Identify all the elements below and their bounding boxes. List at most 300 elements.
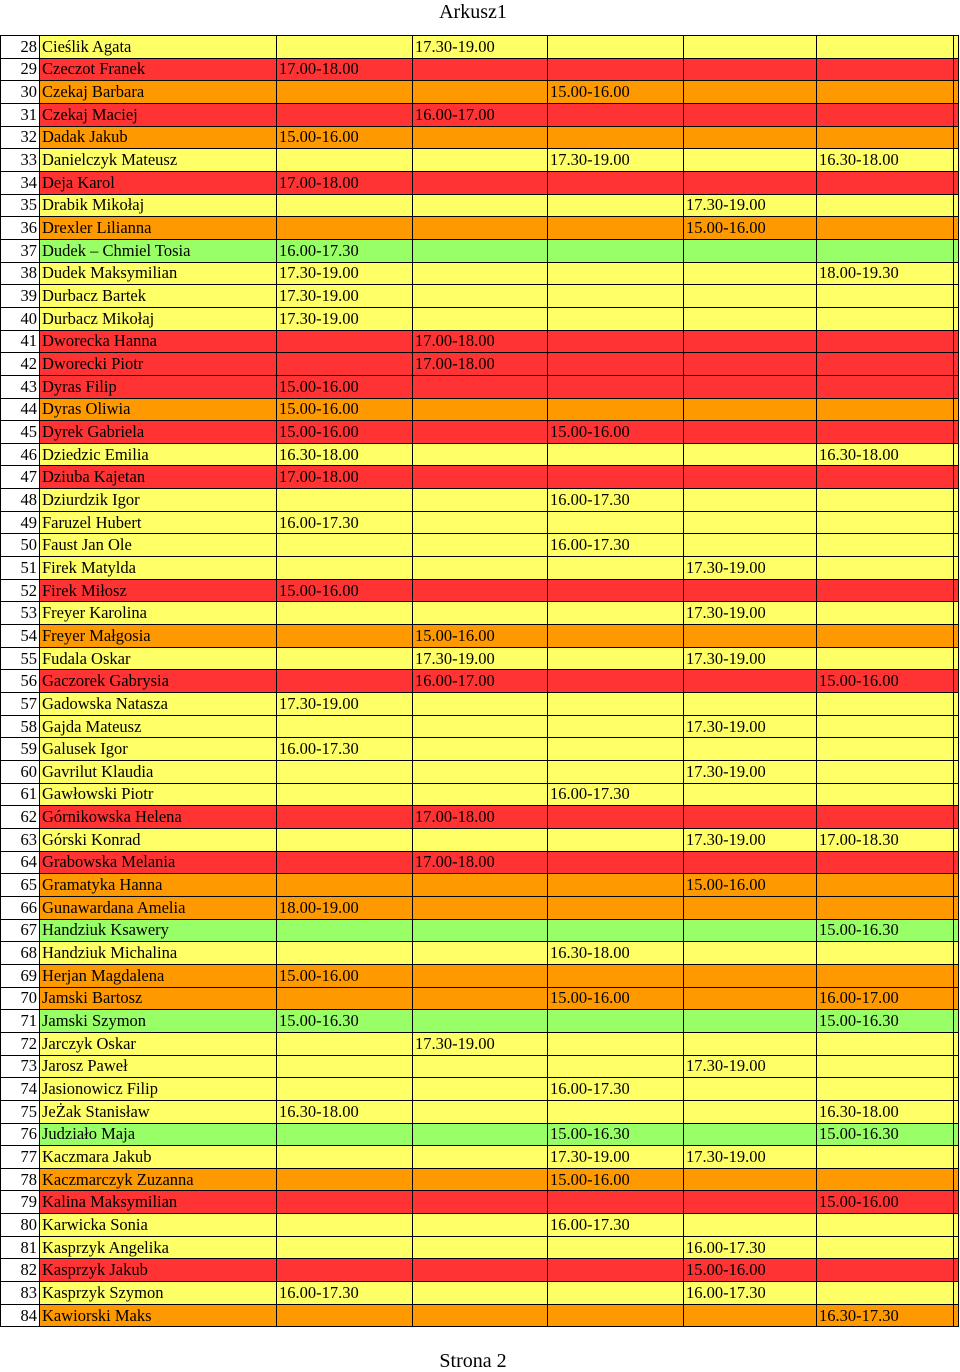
time-slot-cell[interactable] [684, 511, 817, 534]
time-slot-cell[interactable] [548, 36, 684, 59]
time-slot-cell[interactable] [548, 1259, 684, 1282]
row-number[interactable]: 54 [1, 625, 40, 648]
student-name-cell[interactable]: Jarczyk Oskar [40, 1032, 277, 1055]
time-slot-cell[interactable] [548, 1191, 684, 1214]
time-slot-cell[interactable] [954, 715, 959, 738]
time-slot-cell[interactable]: 16.00-17.30 [277, 511, 413, 534]
student-name-cell[interactable]: Freyer Karolina [40, 602, 277, 625]
time-slot-cell[interactable] [954, 36, 959, 59]
time-slot-cell[interactable] [817, 1032, 954, 1055]
time-slot-cell[interactable]: 17.30-19.00 [413, 36, 548, 59]
time-slot-cell[interactable]: 15.00-16.00 [684, 874, 817, 897]
student-name-cell[interactable]: Kaczmara Jakub [40, 1146, 277, 1169]
time-slot-cell[interactable]: 15.00-16.00 [277, 375, 413, 398]
time-slot-cell[interactable] [954, 1282, 959, 1305]
time-slot-cell[interactable] [413, 307, 548, 330]
time-slot-cell[interactable] [413, 942, 548, 965]
time-slot-cell[interactable] [817, 1168, 954, 1191]
time-slot-cell[interactable] [954, 421, 959, 444]
time-slot-cell[interactable]: 15.00-16.30 [548, 1123, 684, 1146]
student-name-cell[interactable]: Kalina Maksymilian [40, 1191, 277, 1214]
student-name-cell[interactable]: Firek Miłosz [40, 579, 277, 602]
student-name-cell[interactable]: Czekaj Maciej [40, 103, 277, 126]
time-slot-cell[interactable] [684, 783, 817, 806]
time-slot-cell[interactable] [817, 330, 954, 353]
row-number[interactable]: 56 [1, 670, 40, 693]
time-slot-cell[interactable] [277, 1259, 413, 1282]
time-slot-cell[interactable]: 16.00-17.00 [413, 103, 548, 126]
time-slot-cell[interactable]: 16.00-17.30 [684, 1282, 817, 1305]
time-slot-cell[interactable] [817, 715, 954, 738]
row-number[interactable]: 38 [1, 262, 40, 285]
time-slot-cell[interactable] [817, 307, 954, 330]
time-slot-cell[interactable] [277, 217, 413, 240]
time-slot-cell[interactable] [817, 579, 954, 602]
row-number[interactable]: 64 [1, 851, 40, 874]
time-slot-cell[interactable] [954, 353, 959, 376]
time-slot-cell[interactable] [277, 36, 413, 59]
student-name-cell[interactable]: Drexler Lilianna [40, 217, 277, 240]
time-slot-cell[interactable] [277, 330, 413, 353]
time-slot-cell[interactable] [413, 987, 548, 1010]
time-slot-cell[interactable] [954, 194, 959, 217]
time-slot-cell[interactable] [413, 1236, 548, 1259]
row-number[interactable]: 67 [1, 919, 40, 942]
time-slot-cell[interactable] [684, 171, 817, 194]
student-name-cell[interactable]: Dziedzic Emilia [40, 443, 277, 466]
row-number[interactable]: 55 [1, 647, 40, 670]
time-slot-cell[interactable]: 15.00-16.30 [817, 919, 954, 942]
time-slot-cell[interactable] [684, 421, 817, 444]
row-number[interactable]: 31 [1, 103, 40, 126]
row-number[interactable]: 41 [1, 330, 40, 353]
time-slot-cell[interactable] [817, 534, 954, 557]
time-slot-cell[interactable]: 15.00-16.00 [277, 964, 413, 987]
time-slot-cell[interactable] [548, 285, 684, 308]
time-slot-cell[interactable] [548, 217, 684, 240]
time-slot-cell[interactable] [684, 466, 817, 489]
time-slot-cell[interactable] [413, 375, 548, 398]
time-slot-cell[interactable] [548, 58, 684, 81]
time-slot-cell[interactable] [954, 511, 959, 534]
time-slot-cell[interactable]: 17.30-19.00 [684, 194, 817, 217]
time-slot-cell[interactable] [413, 738, 548, 761]
time-slot-cell[interactable] [817, 217, 954, 240]
time-slot-cell[interactable] [954, 171, 959, 194]
time-slot-cell[interactable] [684, 149, 817, 172]
student-name-cell[interactable]: Dudek – Chmiel Tosia [40, 239, 277, 262]
time-slot-cell[interactable] [817, 783, 954, 806]
time-slot-cell[interactable] [817, 602, 954, 625]
time-slot-cell[interactable]: 16.00-17.30 [548, 1214, 684, 1237]
row-number[interactable]: 49 [1, 511, 40, 534]
time-slot-cell[interactable] [548, 443, 684, 466]
row-number[interactable]: 70 [1, 987, 40, 1010]
row-number[interactable]: 79 [1, 1191, 40, 1214]
time-slot-cell[interactable] [817, 239, 954, 262]
time-slot-cell[interactable] [413, 1078, 548, 1101]
time-slot-cell[interactable]: 17.00-18.00 [277, 466, 413, 489]
time-slot-cell[interactable] [413, 1304, 548, 1327]
time-slot-cell[interactable] [817, 375, 954, 398]
student-name-cell[interactable]: Jamski Szymon [40, 1010, 277, 1033]
time-slot-cell[interactable] [684, 239, 817, 262]
row-number[interactable]: 63 [1, 828, 40, 851]
time-slot-cell[interactable] [954, 58, 959, 81]
student-name-cell[interactable]: Gramatyka Hanna [40, 874, 277, 897]
time-slot-cell[interactable] [817, 36, 954, 59]
student-name-cell[interactable]: Firek Matylda [40, 557, 277, 580]
time-slot-cell[interactable] [684, 81, 817, 104]
row-number[interactable]: 29 [1, 58, 40, 81]
row-number[interactable]: 28 [1, 36, 40, 59]
time-slot-cell[interactable] [954, 375, 959, 398]
time-slot-cell[interactable]: 17.30-19.00 [684, 602, 817, 625]
student-name-cell[interactable]: Durbacz Mikołaj [40, 307, 277, 330]
time-slot-cell[interactable] [954, 964, 959, 987]
time-slot-cell[interactable] [277, 353, 413, 376]
time-slot-cell[interactable] [548, 874, 684, 897]
time-slot-cell[interactable] [548, 126, 684, 149]
time-slot-cell[interactable]: 16.00-17.30 [277, 738, 413, 761]
student-name-cell[interactable]: Judziało Maja [40, 1123, 277, 1146]
time-slot-cell[interactable] [684, 579, 817, 602]
time-slot-cell[interactable] [954, 239, 959, 262]
student-name-cell[interactable]: JeŻak Stanisław [40, 1100, 277, 1123]
time-slot-cell[interactable] [954, 647, 959, 670]
row-number[interactable]: 65 [1, 874, 40, 897]
student-name-cell[interactable]: Dyras Oliwia [40, 398, 277, 421]
time-slot-cell[interactable] [954, 1123, 959, 1146]
row-number[interactable]: 74 [1, 1078, 40, 1101]
row-number[interactable]: 83 [1, 1282, 40, 1305]
time-slot-cell[interactable] [954, 1146, 959, 1169]
time-slot-cell[interactable] [817, 1282, 954, 1305]
time-slot-cell[interactable] [684, 1214, 817, 1237]
time-slot-cell[interactable] [684, 670, 817, 693]
row-number[interactable]: 61 [1, 783, 40, 806]
time-slot-cell[interactable] [817, 285, 954, 308]
time-slot-cell[interactable] [548, 715, 684, 738]
time-slot-cell[interactable]: 17.00-18.00 [413, 806, 548, 829]
time-slot-cell[interactable] [277, 1191, 413, 1214]
student-name-cell[interactable]: Galusek Igor [40, 738, 277, 761]
time-slot-cell[interactable] [954, 1236, 959, 1259]
time-slot-cell[interactable] [954, 81, 959, 104]
time-slot-cell[interactable] [548, 579, 684, 602]
time-slot-cell[interactable] [277, 557, 413, 580]
time-slot-cell[interactable] [277, 851, 413, 874]
time-slot-cell[interactable] [817, 466, 954, 489]
time-slot-cell[interactable] [277, 103, 413, 126]
time-slot-cell[interactable] [684, 1123, 817, 1146]
time-slot-cell[interactable] [684, 1304, 817, 1327]
time-slot-cell[interactable]: 16.30-18.00 [817, 1100, 954, 1123]
student-name-cell[interactable]: Dziurdzik Igor [40, 489, 277, 512]
time-slot-cell[interactable] [954, 828, 959, 851]
time-slot-cell[interactable] [684, 330, 817, 353]
time-slot-cell[interactable] [954, 1010, 959, 1033]
student-name-cell[interactable]: Kasprzyk Angelika [40, 1236, 277, 1259]
time-slot-cell[interactable] [277, 1236, 413, 1259]
student-name-cell[interactable]: Górski Konrad [40, 828, 277, 851]
time-slot-cell[interactable]: 16.30-18.00 [277, 443, 413, 466]
time-slot-cell[interactable] [954, 1078, 959, 1101]
time-slot-cell[interactable] [954, 1055, 959, 1078]
student-name-cell[interactable]: Gunawardana Amelia [40, 896, 277, 919]
time-slot-cell[interactable]: 16.30-18.00 [277, 1100, 413, 1123]
student-name-cell[interactable]: Gadowska Natasza [40, 693, 277, 716]
time-slot-cell[interactable] [684, 851, 817, 874]
time-slot-cell[interactable] [413, 602, 548, 625]
time-slot-cell[interactable] [413, 466, 548, 489]
time-slot-cell[interactable]: 15.00-16.00 [817, 1191, 954, 1214]
time-slot-cell[interactable] [277, 715, 413, 738]
student-name-cell[interactable]: Jamski Bartosz [40, 987, 277, 1010]
time-slot-cell[interactable] [413, 489, 548, 512]
student-name-cell[interactable]: Karwicka Sonia [40, 1214, 277, 1237]
time-slot-cell[interactable] [277, 987, 413, 1010]
time-slot-cell[interactable] [548, 262, 684, 285]
time-slot-cell[interactable] [277, 919, 413, 942]
time-slot-cell[interactable] [684, 285, 817, 308]
time-slot-cell[interactable] [817, 738, 954, 761]
row-number[interactable]: 76 [1, 1123, 40, 1146]
time-slot-cell[interactable] [684, 1100, 817, 1123]
time-slot-cell[interactable]: 16.30-18.00 [817, 443, 954, 466]
student-name-cell[interactable]: Górnikowska Helena [40, 806, 277, 829]
time-slot-cell[interactable] [277, 874, 413, 897]
time-slot-cell[interactable] [548, 625, 684, 648]
time-slot-cell[interactable] [817, 398, 954, 421]
time-slot-cell[interactable] [413, 81, 548, 104]
row-number[interactable]: 82 [1, 1259, 40, 1282]
time-slot-cell[interactable] [548, 103, 684, 126]
student-name-cell[interactable]: Cieślik Agata [40, 36, 277, 59]
row-number[interactable]: 47 [1, 466, 40, 489]
time-slot-cell[interactable] [954, 693, 959, 716]
time-slot-cell[interactable]: 17.00-18.00 [277, 171, 413, 194]
row-number[interactable]: 57 [1, 693, 40, 716]
time-slot-cell[interactable] [954, 1032, 959, 1055]
time-slot-cell[interactable] [413, 285, 548, 308]
time-slot-cell[interactable]: 16.00-17.30 [684, 1236, 817, 1259]
time-slot-cell[interactable] [413, 1259, 548, 1282]
student-name-cell[interactable]: Kaczmarczyk Zuzanna [40, 1168, 277, 1191]
row-number[interactable]: 69 [1, 964, 40, 987]
time-slot-cell[interactable] [277, 1032, 413, 1055]
time-slot-cell[interactable] [684, 625, 817, 648]
time-slot-cell[interactable] [684, 58, 817, 81]
row-number[interactable]: 32 [1, 126, 40, 149]
time-slot-cell[interactable] [684, 942, 817, 965]
time-slot-cell[interactable]: 17.30-19.00 [684, 557, 817, 580]
row-number[interactable]: 44 [1, 398, 40, 421]
student-name-cell[interactable]: Gawłowski Piotr [40, 783, 277, 806]
time-slot-cell[interactable]: 15.00-16.00 [277, 398, 413, 421]
row-number[interactable]: 78 [1, 1168, 40, 1191]
time-slot-cell[interactable] [817, 1236, 954, 1259]
time-slot-cell[interactable]: 16.00-17.00 [817, 987, 954, 1010]
time-slot-cell[interactable] [548, 761, 684, 784]
time-slot-cell[interactable] [413, 1168, 548, 1191]
time-slot-cell[interactable] [684, 307, 817, 330]
time-slot-cell[interactable] [684, 806, 817, 829]
time-slot-cell[interactable] [277, 534, 413, 557]
time-slot-cell[interactable]: 18.00-19.00 [277, 896, 413, 919]
time-slot-cell[interactable]: 16.00-17.30 [548, 783, 684, 806]
time-slot-cell[interactable] [817, 81, 954, 104]
student-name-cell[interactable]: Dadak Jakub [40, 126, 277, 149]
time-slot-cell[interactable]: 15.00-16.00 [684, 217, 817, 240]
time-slot-cell[interactable]: 16.00-17.30 [548, 1078, 684, 1101]
row-number[interactable]: 71 [1, 1010, 40, 1033]
time-slot-cell[interactable] [413, 828, 548, 851]
student-name-cell[interactable]: Dworecki Piotr [40, 353, 277, 376]
time-slot-cell[interactable]: 17.30-19.00 [413, 1032, 548, 1055]
time-slot-cell[interactable] [954, 1259, 959, 1282]
time-slot-cell[interactable] [817, 1078, 954, 1101]
time-slot-cell[interactable] [413, 919, 548, 942]
time-slot-cell[interactable] [548, 307, 684, 330]
time-slot-cell[interactable] [413, 1100, 548, 1123]
time-slot-cell[interactable] [413, 874, 548, 897]
student-name-cell[interactable]: Kasprzyk Jakub [40, 1259, 277, 1282]
time-slot-cell[interactable]: 17.30-19.00 [548, 149, 684, 172]
time-slot-cell[interactable] [684, 896, 817, 919]
time-slot-cell[interactable] [954, 466, 959, 489]
time-slot-cell[interactable] [954, 557, 959, 580]
time-slot-cell[interactable] [954, 285, 959, 308]
student-name-cell[interactable]: Jasionowicz Filip [40, 1078, 277, 1101]
time-slot-cell[interactable] [548, 1100, 684, 1123]
time-slot-cell[interactable] [548, 375, 684, 398]
student-name-cell[interactable]: Fudala Oskar [40, 647, 277, 670]
row-number[interactable]: 60 [1, 761, 40, 784]
time-slot-cell[interactable] [277, 194, 413, 217]
time-slot-cell[interactable] [413, 1282, 548, 1305]
time-slot-cell[interactable] [954, 761, 959, 784]
time-slot-cell[interactable] [817, 421, 954, 444]
time-slot-cell[interactable] [548, 1010, 684, 1033]
time-slot-cell[interactable] [548, 1032, 684, 1055]
time-slot-cell[interactable] [413, 896, 548, 919]
time-slot-cell[interactable] [954, 126, 959, 149]
time-slot-cell[interactable] [954, 330, 959, 353]
row-number[interactable]: 45 [1, 421, 40, 444]
time-slot-cell[interactable]: 17.30-19.00 [277, 285, 413, 308]
student-name-cell[interactable]: Freyer Małgosia [40, 625, 277, 648]
time-slot-cell[interactable] [954, 806, 959, 829]
time-slot-cell[interactable] [413, 693, 548, 716]
time-slot-cell[interactable] [413, 783, 548, 806]
time-slot-cell[interactable] [277, 761, 413, 784]
time-slot-cell[interactable]: 17.00-18.00 [277, 58, 413, 81]
student-name-cell[interactable]: Dyrek Gabriela [40, 421, 277, 444]
row-number[interactable]: 34 [1, 171, 40, 194]
time-slot-cell[interactable] [954, 874, 959, 897]
time-slot-cell[interactable] [954, 670, 959, 693]
student-name-cell[interactable]: Gajda Mateusz [40, 715, 277, 738]
row-number[interactable]: 73 [1, 1055, 40, 1078]
time-slot-cell[interactable] [413, 534, 548, 557]
time-slot-cell[interactable] [413, 715, 548, 738]
time-slot-cell[interactable]: 15.00-16.00 [277, 421, 413, 444]
time-slot-cell[interactable] [548, 171, 684, 194]
time-slot-cell[interactable] [684, 964, 817, 987]
row-number[interactable]: 77 [1, 1146, 40, 1169]
time-slot-cell[interactable]: 17.30-19.00 [684, 828, 817, 851]
row-number[interactable]: 46 [1, 443, 40, 466]
time-slot-cell[interactable] [413, 171, 548, 194]
time-slot-cell[interactable]: 16.00-17.00 [413, 670, 548, 693]
time-slot-cell[interactable] [548, 1236, 684, 1259]
time-slot-cell[interactable] [817, 942, 954, 965]
time-slot-cell[interactable] [277, 670, 413, 693]
time-slot-cell[interactable] [954, 262, 959, 285]
time-slot-cell[interactable] [684, 375, 817, 398]
row-number[interactable]: 39 [1, 285, 40, 308]
time-slot-cell[interactable] [684, 489, 817, 512]
student-name-cell[interactable]: Deja Karol [40, 171, 277, 194]
time-slot-cell[interactable] [413, 511, 548, 534]
time-slot-cell[interactable] [817, 1214, 954, 1237]
time-slot-cell[interactable]: 15.00-16.00 [548, 1168, 684, 1191]
time-slot-cell[interactable] [954, 738, 959, 761]
time-slot-cell[interactable] [817, 1055, 954, 1078]
student-name-cell[interactable]: Grabowska Melania [40, 851, 277, 874]
time-slot-cell[interactable] [548, 602, 684, 625]
time-slot-cell[interactable] [548, 239, 684, 262]
time-slot-cell[interactable] [548, 670, 684, 693]
row-number[interactable]: 68 [1, 942, 40, 965]
time-slot-cell[interactable] [413, 421, 548, 444]
time-slot-cell[interactable] [954, 602, 959, 625]
time-slot-cell[interactable] [413, 1214, 548, 1237]
time-slot-cell[interactable] [413, 149, 548, 172]
time-slot-cell[interactable] [413, 1010, 548, 1033]
time-slot-cell[interactable] [684, 1010, 817, 1033]
time-slot-cell[interactable] [954, 149, 959, 172]
time-slot-cell[interactable] [817, 1259, 954, 1282]
row-number[interactable]: 36 [1, 217, 40, 240]
time-slot-cell[interactable] [548, 1282, 684, 1305]
student-name-cell[interactable]: Jarosz Paweł [40, 1055, 277, 1078]
time-slot-cell[interactable] [817, 58, 954, 81]
row-number[interactable]: 42 [1, 353, 40, 376]
time-slot-cell[interactable] [817, 489, 954, 512]
time-slot-cell[interactable] [954, 1214, 959, 1237]
time-slot-cell[interactable] [277, 489, 413, 512]
time-slot-cell[interactable] [817, 851, 954, 874]
student-name-cell[interactable]: Herjan Magdalena [40, 964, 277, 987]
time-slot-cell[interactable] [684, 738, 817, 761]
time-slot-cell[interactable] [954, 1168, 959, 1191]
time-slot-cell[interactable] [684, 262, 817, 285]
time-slot-cell[interactable] [277, 1168, 413, 1191]
student-name-cell[interactable]: Dziuba Kajetan [40, 466, 277, 489]
time-slot-cell[interactable] [548, 330, 684, 353]
time-slot-cell[interactable] [413, 964, 548, 987]
time-slot-cell[interactable] [684, 353, 817, 376]
time-slot-cell[interactable] [413, 1146, 548, 1169]
time-slot-cell[interactable] [954, 217, 959, 240]
time-slot-cell[interactable] [548, 647, 684, 670]
time-slot-cell[interactable] [954, 783, 959, 806]
student-name-cell[interactable]: Kawiorski Maks [40, 1304, 277, 1327]
time-slot-cell[interactable]: 17.00-18.00 [413, 851, 548, 874]
time-slot-cell[interactable] [954, 103, 959, 126]
